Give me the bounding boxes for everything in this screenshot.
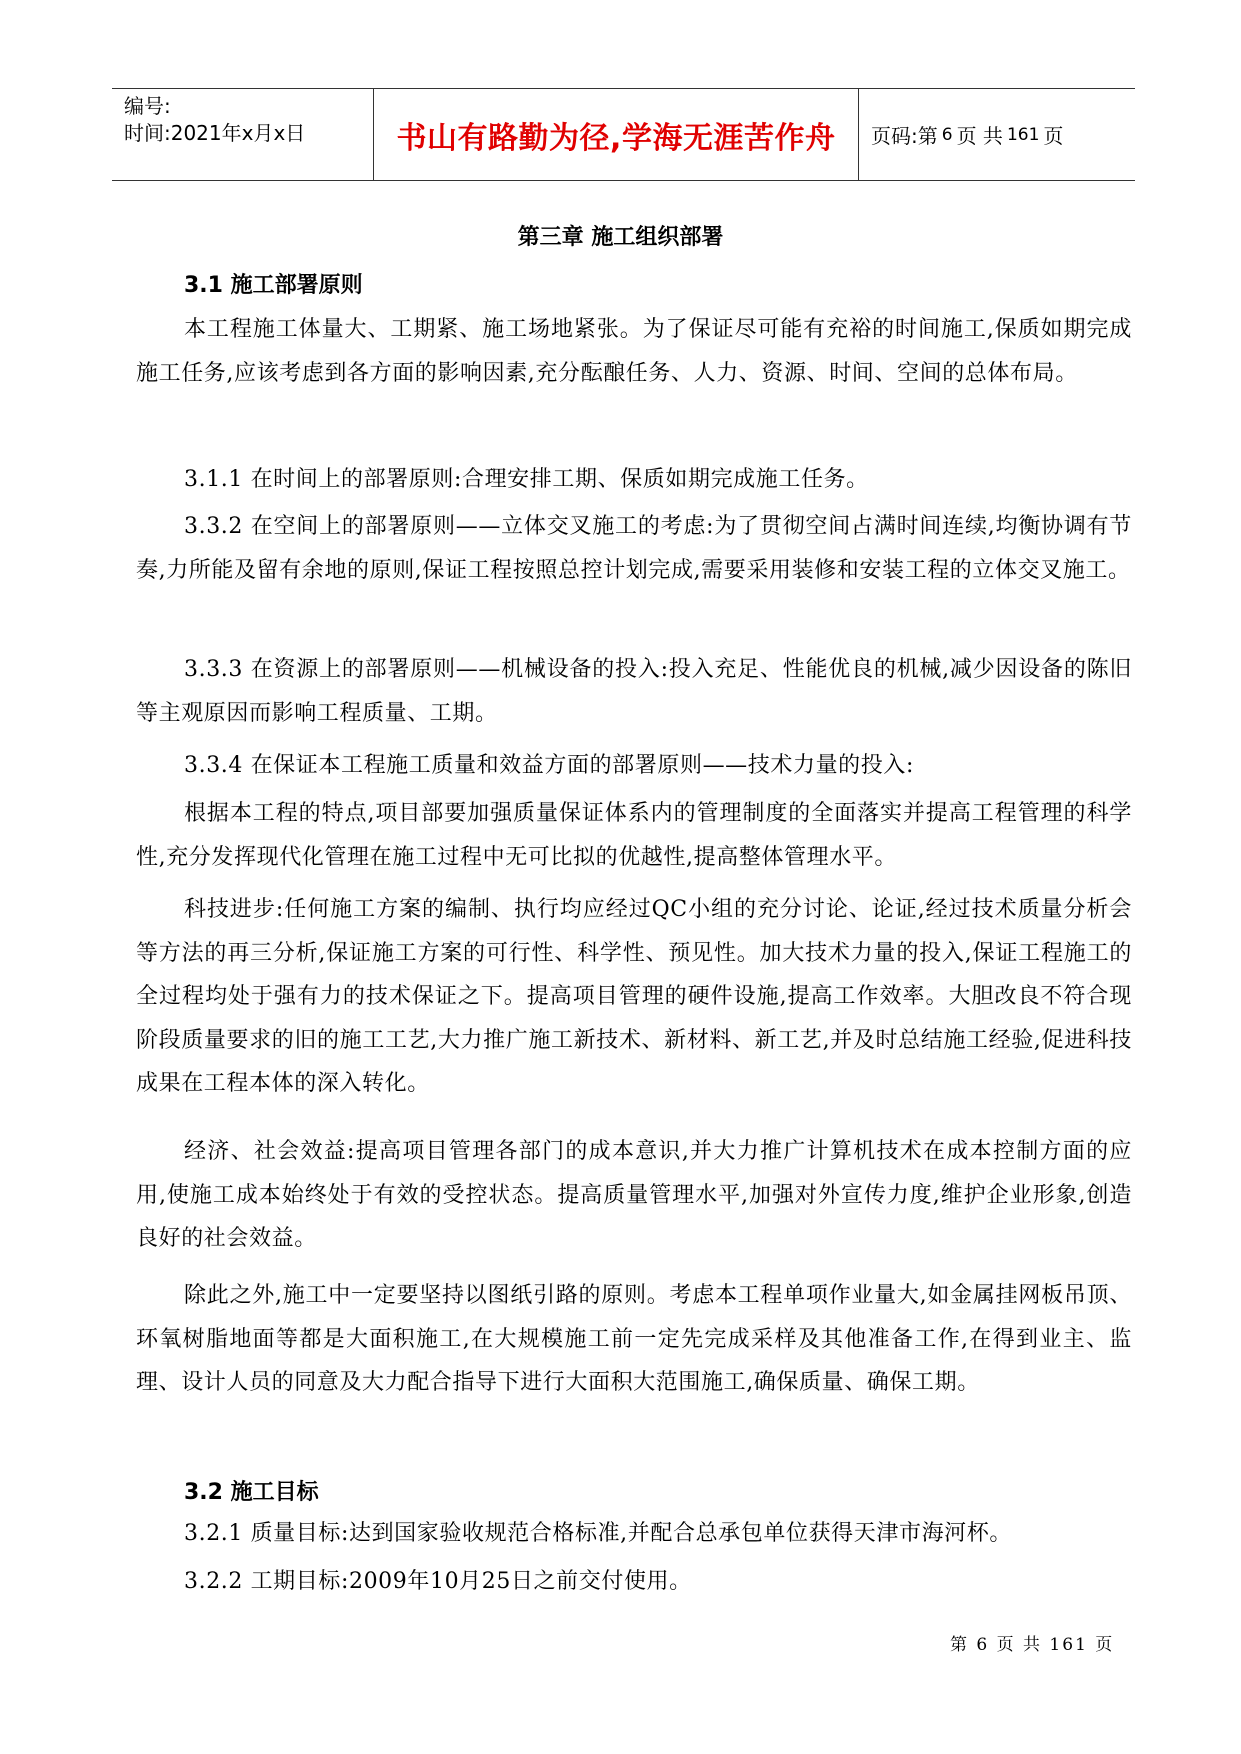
page-number: 6 — [941, 124, 953, 145]
paragraph: 3.2.2 工期目标:2009年10月25日之前交付使用。 — [184, 1569, 692, 1594]
section-title-3-1: 3.1 施工部署原则 — [184, 273, 363, 298]
paragraph: 经济、社会效益:提高项目管理各部门的成本意识,并大力推广计算机技术在成本控制方面的应用,使施工成本始终处于有效的受控状态。提高质量管理水平,加强对外宣传力度,维护企业形象,创造良好的社会效益。 — [136, 1139, 1132, 1251]
document-number-label: 编号: — [124, 94, 171, 118]
page-header — [112, 88, 1135, 181]
page-total: 161 — [1006, 124, 1040, 145]
paragraph: 科技进步:任何施工方案的编制、执行均应经过QC小组的充分讨论、论证,经过技术质量分析会等方法的再三分析,保证施工方案的可行性、科学性、预见性。加大技术力量的投入,保证工程施工的全过程均处于强有力的技术保证之下。提高项目管理的硬件设施,提高工作效率。大胆改良不符合现阶段质量要求的旧的施工工艺,大力推广施工新技术、新材料、新工艺,并及时总结施工经验,促进科技成果在工程本体的深入转化。 — [136, 897, 1132, 1096]
paragraph: 3.3.3 在资源上的部署原则——机械设备的投入:投入充足、性能优良的机械,减少因设备的陈旧等主观原因而影响工程质量、工期。 — [136, 657, 1132, 726]
paragraph: 3.1.1 在时间上的部署原则:合理安排工期、保质如期完成施工任务。 — [184, 467, 869, 492]
paragraph: 除此之外,施工中一定要坚持以图纸引路的原则。考虑本工程单项作业量大,如金属挂网板吊顶、环氧树脂地面等都是大面积施工,在大规模施工前一定先完成采样及其他准备工作,在得到业主、监理、设计人员的同意及大力配合指导下进行大面积大范围施工,确保质量、确保工期。 — [136, 1283, 1132, 1395]
header-meta — [112, 89, 374, 180]
paragraph: 3.3.4 在保证本工程施工质量和效益方面的部署原则——技术力量的投入: — [184, 753, 914, 778]
paragraph: 本工程施工体量大、工期紧、施工场地紧张。为了保证尽可能有充裕的时间施工,保质如期完成施工任务,应该考虑到各方面的影响因素,充分酝酿任务、人力、资源、时间、空间的总体布局。 — [136, 317, 1132, 386]
header-page-info — [859, 89, 1135, 180]
page-mid: 页 共 — [956, 124, 1003, 148]
page-footer: 第 6 页 共 161 页 — [950, 1635, 1115, 1655]
paragraph: 3.3.2 在空间上的部署原则——立体交叉施工的考虑:为了贯彻空间占满时间连续,均衡协调有节奏,力所能及留有余地的原则,保证工程按照总控计划完成,需要采用装修和安装工程的立体交叉施工。 — [136, 514, 1132, 583]
chapter-title: 第三章 施工组织部署 — [517, 225, 724, 250]
header-motto: 书山有路勤为径,学海无涯苦作舟 — [374, 89, 859, 180]
page-suffix: 页 — [1043, 124, 1064, 148]
paragraph: 根据本工程的特点,项目部要加强质量保证体系内的管理制度的全面落实并提高工程管理的科学性,充分发挥现代化管理在施工过程中无可比拟的优越性,提高整体管理水平。 — [136, 801, 1132, 870]
page-prefix: 页码:第 — [871, 124, 938, 148]
document-date: 时间:2021年x月x日 — [124, 121, 306, 145]
paragraph: 3.2.1 质量目标:达到国家验收规范合格标准,并配合总承包单位获得天津市海河杯。 — [184, 1521, 1012, 1546]
section-title-3-2: 3.2 施工目标 — [184, 1480, 319, 1505]
